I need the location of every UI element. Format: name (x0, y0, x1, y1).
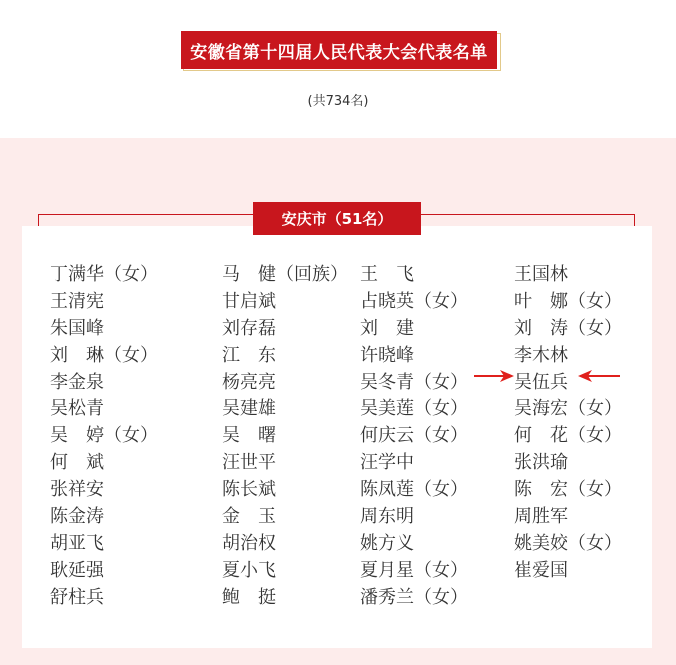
name-item: 刘 琳（女） (50, 344, 158, 366)
name-item: 鲍 挺 (222, 586, 276, 608)
name-item: 刘 建 (360, 317, 414, 339)
name-item: 何 花（女） (514, 425, 622, 447)
red-arrow-left-icon (578, 369, 620, 383)
name-item: 周胜军 (514, 506, 568, 528)
name-item: 杨亮亮 (222, 371, 276, 393)
name-item: 张洪瑜 (514, 452, 568, 474)
name-item: 王清宪 (50, 290, 104, 312)
name-item: 陈凤莲（女） (360, 479, 468, 501)
name-item: 胡亚飞 (50, 532, 104, 554)
name-item: 叶 娜（女） (514, 290, 622, 312)
name-item: 吴松青 (50, 398, 104, 420)
name-item: 吴 婷（女） (50, 425, 158, 447)
name-item: 何庆云（女） (360, 425, 468, 447)
name-item: 江 东 (222, 344, 276, 366)
name-item: 耿延强 (50, 559, 104, 581)
name-item: 周东明 (360, 506, 414, 528)
red-arrow-right-icon (474, 369, 514, 383)
name-item: 夏月星（女） (360, 559, 468, 581)
name-item: 刘存磊 (222, 317, 276, 339)
name-item: 吴伍兵 (514, 371, 568, 393)
name-item: 汪学中 (360, 452, 414, 474)
name-item: 吴 曙 (222, 425, 276, 447)
section-title: 安庆市（51名） (253, 202, 421, 235)
name-item: 甘启斌 (222, 290, 276, 312)
name-item: 胡治权 (222, 532, 276, 554)
name-item: 夏小飞 (222, 559, 276, 581)
name-item: 吴海宏（女） (514, 398, 622, 420)
name-item: 陈金涛 (50, 506, 104, 528)
name-item: 吴冬青（女） (360, 371, 468, 393)
name-item: 刘 涛（女） (514, 317, 622, 339)
name-item: 王 飞 (360, 264, 414, 285)
name-item: 李木林 (514, 344, 568, 366)
name-item: 何 斌 (50, 452, 104, 474)
name-column-1 (50, 262, 158, 612)
header-area (0, 0, 676, 138)
name-item: 陈长斌 (222, 479, 276, 501)
name-item: 吴建雄 (222, 398, 276, 420)
name-item: 崔爱国 (514, 559, 568, 581)
name-item: 朱国峰 (50, 317, 104, 339)
name-item: 许晓峰 (360, 344, 414, 366)
name-item: 丁满华（女） (50, 264, 158, 285)
name-item: 占晓英（女） (360, 290, 468, 312)
name-item: 姚美姣（女） (514, 532, 622, 554)
name-item: 姚方义 (360, 532, 414, 554)
page-title: 安徽省第十四届人民代表大会代表名单 (181, 31, 497, 69)
name-item: 陈 宏（女） (514, 479, 622, 501)
name-item: 张祥安 (50, 479, 104, 501)
name-item: 马 健（回族） (222, 264, 348, 285)
name-item: 王国林 (514, 264, 568, 285)
name-column-3 (360, 262, 468, 612)
name-item: 金 玉 (222, 506, 276, 528)
name-item: 潘秀兰（女） (360, 586, 468, 608)
name-column-2 (222, 262, 348, 612)
name-item: 汪世平 (222, 452, 276, 474)
name-item: 舒柱兵 (50, 586, 104, 608)
total-count: (共734名) (307, 94, 369, 109)
name-column-4 (514, 262, 622, 585)
name-item: 李金泉 (50, 371, 104, 393)
name-item: 吴美莲（女） (360, 398, 468, 420)
